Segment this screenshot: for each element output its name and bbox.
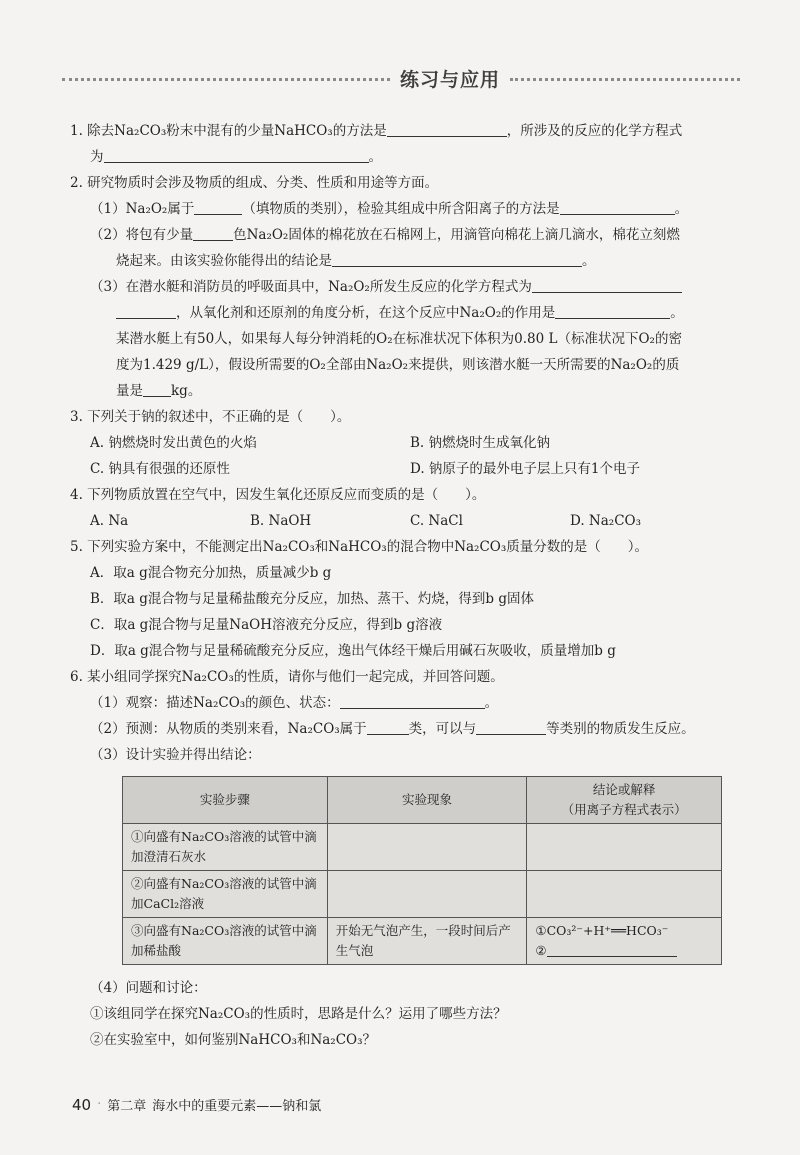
- section-header: [62, 62, 740, 94]
- page-number: 40: [72, 1095, 92, 1114]
- question-3-options-row-1: [70, 430, 740, 456]
- question-1-line-1: [70, 118, 740, 144]
- experiment-table: [122, 776, 722, 965]
- question-2-part-2-cont: [70, 248, 740, 274]
- question-2-text: 。: [670, 305, 684, 321]
- question-1-text: 。: [368, 149, 382, 165]
- option-c[interactable]: C. NaCl: [410, 513, 463, 529]
- question-2-text: （1）Na₂O₂属于: [90, 201, 195, 217]
- question-6-part-4: （4）问题和讨论：: [90, 980, 207, 996]
- answer-blank[interactable]: [560, 200, 675, 215]
- question-6-part-2: [70, 716, 740, 742]
- ionic-equation-blank-line: [535, 941, 713, 961]
- question-6-text: 等类别的物质发生反应。: [546, 721, 695, 737]
- discussion-1: ①该组同学在探究Na₂CO₃的性质时，思路是什么？运用了哪些方法？: [90, 1006, 507, 1022]
- table-cell-step: ③向盛有Na₂CO₃溶液的试管中滴加稀盐酸: [123, 918, 328, 965]
- question-2-part-3-line-3: 某潜水艇上有50人，如果每人每分钟消耗的O₂在标准状况下体积为0.80 L（标准状况下O₂的密: [116, 331, 682, 347]
- ionic-equation-label: ②: [535, 943, 547, 958]
- question-6-part-3: （3）设计实验并得出结论：: [90, 747, 261, 763]
- table-header-conclusion-title: 结论或解释: [592, 782, 656, 797]
- header-dots-left: [62, 78, 390, 81]
- chapter-label: 第二章: [107, 1099, 147, 1114]
- question-2-text: kg。: [171, 383, 202, 399]
- question-4-options: [70, 508, 740, 534]
- question-2-text: 烧起来。由该实验你能得出的结论是: [116, 253, 332, 269]
- question-2-part-3-cont: [70, 300, 740, 326]
- chapter-title: 海水中的重要元素——钠和氯: [152, 1099, 322, 1114]
- header-dots-right: [510, 78, 740, 81]
- table-header-step: 实验步骤: [123, 777, 328, 824]
- table-header-phenomenon: 实验现象: [327, 777, 527, 824]
- question-5-stem: 5. 下列实验方案中，不能测定出Na₂CO₃和NaHCO₃的混合物中Na₂CO₃质量分数的是（ ）。: [70, 539, 649, 555]
- question-1-line-2: [70, 144, 740, 170]
- table-header-conclusion-note: （用离子方程式表示）: [561, 802, 687, 817]
- question-3-stem: 3. 下列关于钠的叙述中，不正确的是（ ）。: [70, 409, 351, 425]
- footer-separator: ·: [97, 1097, 102, 1112]
- question-3-options-row-2: [70, 456, 740, 482]
- option-d[interactable]: D. 钠原子的最外电子层上只有1个电子: [410, 461, 641, 477]
- question-2-text: （3）在潜水艇和消防员的呼吸面具中，Na₂O₂所发生反应的化学方程式为: [90, 279, 532, 295]
- question-2-text: （2）将包有少量: [90, 227, 194, 243]
- question-6-stem: 6. 某小组同学探究Na₂CO₃的性质，请你与他们一起完成，并回答问题。: [70, 669, 504, 685]
- table-cell-phenomenon: 开始无气泡产生，一段时间后产生气泡: [327, 918, 527, 965]
- question-2-part-3-line-5: [70, 378, 740, 404]
- question-2-part-1: [70, 196, 740, 222]
- option-c[interactable]: C. 钠具有很强的还原性: [90, 461, 230, 477]
- table-cell-step: ②向盛有Na₂CO₃溶液的试管中滴加CaCl₂溶液: [123, 871, 328, 918]
- option-b[interactable]: B. 钠燃烧时生成氧化钠: [410, 435, 551, 451]
- question-4-stem: 4. 下列物质放置在空气中，因发生氧化还原反应而变质的是（ ）。: [70, 487, 486, 503]
- answer-blank[interactable]: [532, 278, 682, 293]
- answer-blank[interactable]: [104, 148, 369, 163]
- question-6-text: （2）预测：从物质的类别来看，Na₂CO₃属于: [90, 721, 367, 737]
- section-title: 练习与应用: [399, 68, 500, 91]
- question-2-part-3: [70, 274, 740, 300]
- answer-blank[interactable]: [193, 226, 233, 241]
- question-2-text: 。: [582, 253, 596, 269]
- question-2-text: ，从氧化剂和还原剂的角度分析，在这个反应中Na₂O₂的作用是: [176, 305, 556, 321]
- option-a[interactable]: A. 钠燃烧时发出黄色的火焰: [90, 435, 257, 451]
- exercise-content: [70, 118, 740, 1053]
- table-cell-conclusion[interactable]: [527, 824, 722, 871]
- table-cell-phenomenon[interactable]: [327, 871, 527, 918]
- answer-blank[interactable]: [387, 122, 507, 137]
- table-cell-conclusion[interactable]: [527, 871, 722, 918]
- answer-blank[interactable]: [555, 304, 670, 319]
- page-footer: [72, 1095, 321, 1114]
- answer-blank[interactable]: [194, 200, 242, 215]
- option-d[interactable]: D．取a g混合物与足量稀硫酸充分反应，逸出气体经干燥后用碱石灰吸收，质量增加b g: [90, 643, 616, 659]
- table-row: [123, 871, 722, 918]
- table-row: [123, 918, 722, 965]
- question-2-text: 色Na₂O₂固体的棉花放在石棉网上，用滴管向棉花上滴几滴水，棉花立刻燃: [233, 227, 680, 243]
- table-cell-step: ①向盛有Na₂CO₃溶液的试管中滴加澄清石灰水: [123, 824, 328, 871]
- question-1-text: ，所涉及的反应的化学方程式: [506, 123, 683, 139]
- question-2-part-3-line-4: 度为1.429 g/L），假设所需要的O₂全部由Na₂O₂来提供，则该潜水艇一天所需要的Na₂O₂的质: [116, 357, 680, 373]
- answer-blank[interactable]: [143, 382, 171, 397]
- question-1-text: 1. 除去Na₂CO₃粉末中混有的少量NaHCO₃的方法是: [70, 123, 387, 139]
- answer-blank[interactable]: [340, 694, 485, 709]
- answer-blank[interactable]: [547, 942, 677, 957]
- answer-blank[interactable]: [116, 304, 176, 319]
- question-2-text: 量是: [116, 383, 143, 399]
- question-2-part-2: [70, 222, 740, 248]
- question-6-text: 类，可以与: [408, 721, 477, 737]
- option-d[interactable]: D. Na₂CO₃: [570, 513, 642, 529]
- option-b[interactable]: B．取a g混合物与足量稀盐酸充分反应，加热、蒸干、灼烧，得到b g固体: [90, 591, 534, 607]
- option-a[interactable]: A．取a g混合物充分加热，质量减少b g: [90, 565, 332, 581]
- question-2-text: （填物质的类别），检验其组成中所含阳离子的方法是: [242, 201, 560, 217]
- experiment-table-wrap: [122, 776, 722, 965]
- answer-blank[interactable]: [367, 720, 409, 735]
- option-b[interactable]: B. NaOH: [250, 513, 312, 529]
- table-header-conclusion: [527, 777, 722, 824]
- question-6-text: （1）观察：描述Na₂CO₃的颜色、状态：: [90, 695, 340, 711]
- discussion-2: ②在实验室中，如何鉴别NaHCO₃和Na₂CO₃？: [90, 1032, 377, 1048]
- question-1-text: 为: [90, 149, 104, 165]
- question-6-part-1: [70, 690, 740, 716]
- answer-blank[interactable]: [332, 252, 582, 267]
- option-a[interactable]: A. Na: [90, 513, 129, 529]
- option-c[interactable]: C．取a g混合物与足量NaOH溶液充分反应，得到b g溶液: [90, 617, 443, 633]
- table-row: [123, 824, 722, 871]
- table-cell-conclusion: [527, 918, 722, 965]
- question-2-stem: 2. 研究物质时会涉及物质的组成、分类、性质和用途等方面。: [70, 175, 439, 191]
- ionic-equation: ①CO₃²⁻+H⁺══HCO₃⁻: [535, 923, 669, 938]
- question-6-text: 。: [484, 695, 499, 711]
- table-cell-phenomenon[interactable]: [327, 824, 527, 871]
- answer-blank[interactable]: [476, 720, 546, 735]
- question-2-text: 。: [674, 201, 689, 217]
- table-header-row: [123, 777, 722, 824]
